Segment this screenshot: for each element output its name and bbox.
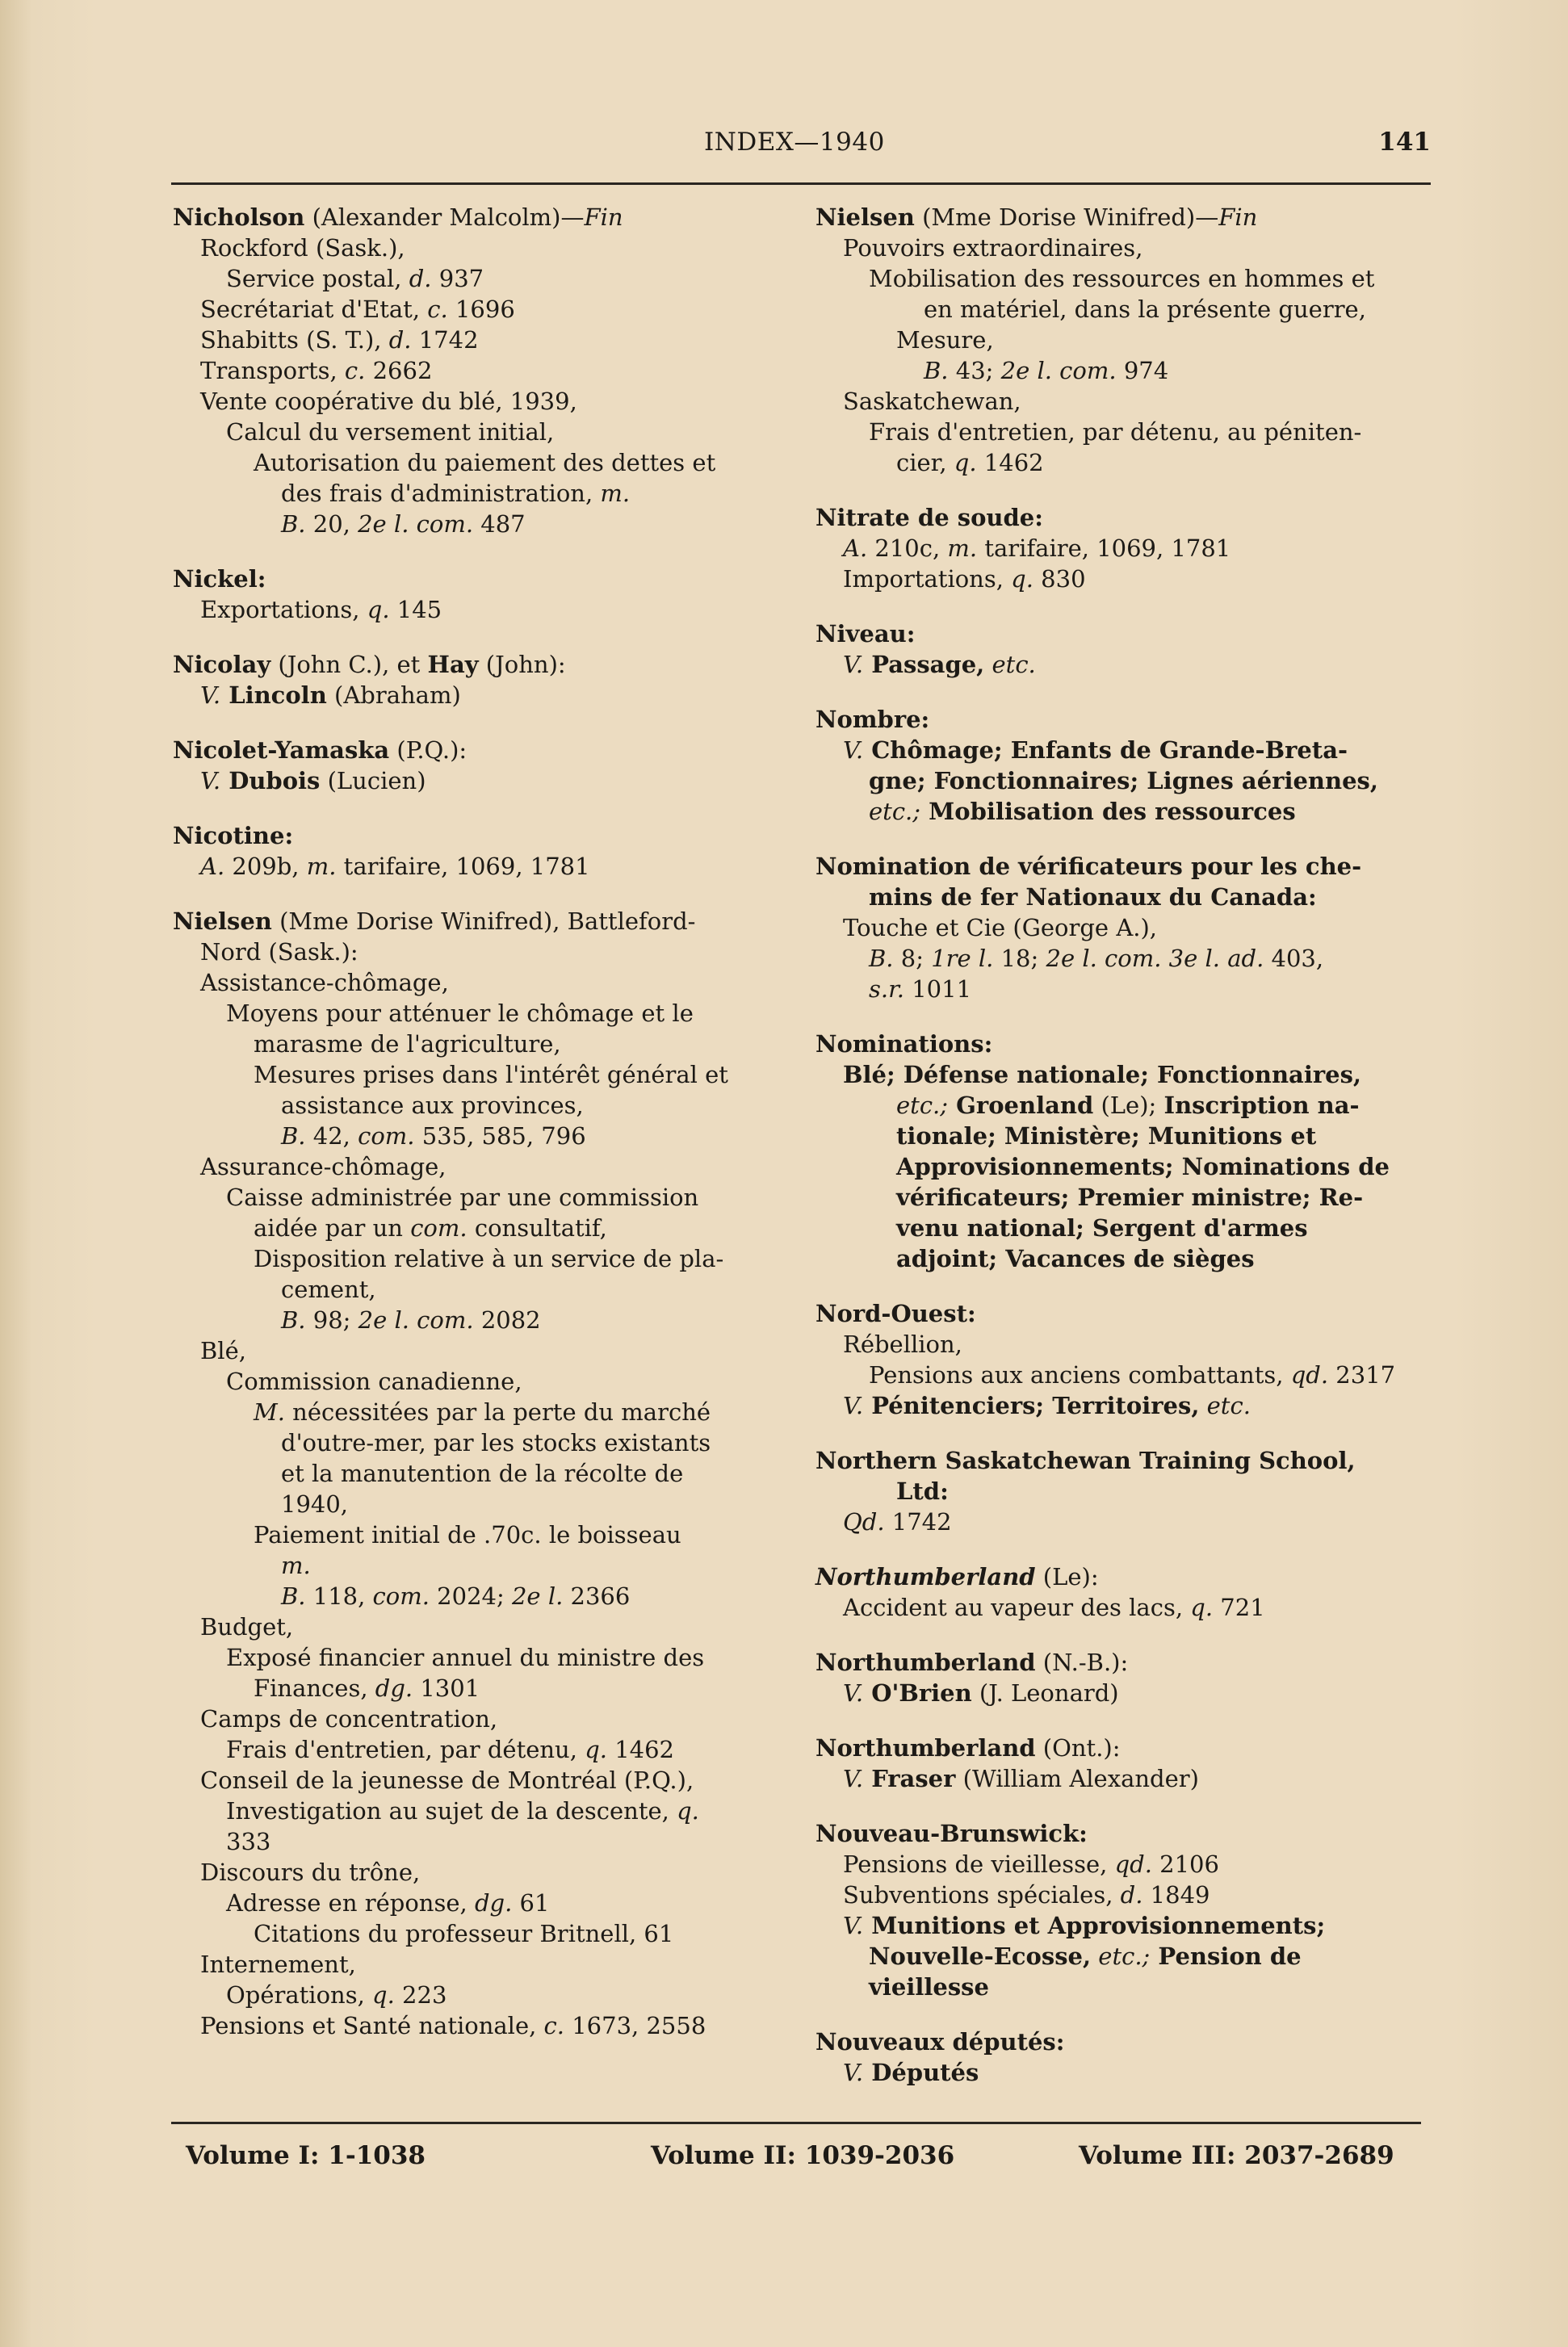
entry-line: marasme de l'agriculture, [254, 1030, 561, 1058]
left-column [173, 202, 786, 2065]
volume-1-range: Volume I: 1-1038 [186, 2141, 426, 2170]
entry-line: Saskatchewan, [843, 388, 1021, 415]
index-entry-nombre [815, 704, 1429, 827]
entry-line: Qd. 1742 [843, 1508, 952, 1536]
entry-line: d'outre-mer, par les stocks existants [281, 1429, 711, 1456]
cross-reference: V. Chômage; Enfants de Grande-Breta- [843, 736, 1348, 764]
index-entry-nomination-verificateurs [815, 851, 1429, 1004]
entry-heading: Nominations: [815, 1030, 993, 1058]
entry-line: B. 118, com. 2024; 2e l. 2366 [281, 1582, 631, 1610]
entry-line: Transports, c. 2662 [200, 357, 433, 384]
entry-heading: Nitrate de soude: [815, 504, 1043, 531]
index-entry-nicotine [173, 820, 786, 882]
entry-line: assistance aux provinces, [281, 1092, 584, 1119]
entry-line: Adresse en réponse, dg. 61 [226, 1889, 550, 1917]
entry-line: Opérations, q. 223 [226, 1981, 447, 2009]
entry-line: M. nécessitées par la perte du marché [254, 1398, 711, 1426]
entry-line: Internement, [200, 1951, 356, 1978]
cross-reference: V. Munitions et Approvisionnements; [843, 1912, 1326, 1939]
cross-reference: V. Dubois (Lucien) [200, 767, 426, 794]
entry-line: s.r. 1011 [869, 975, 972, 1003]
entry-line: Service postal, d. 937 [226, 265, 484, 292]
entry-heading-cont: Nord (Sask.): [200, 938, 358, 966]
entry-line: Investigation au sujet de la descente, q. [226, 1797, 699, 1825]
entry-line: Camps de concentration, [200, 1705, 498, 1733]
entry-line: A. 209b, m. tarifaire, 1069, 1781 [200, 853, 590, 880]
entry-line: Frais d'entretien, par détenu, au péniten- [869, 418, 1362, 446]
index-entry-nitrate-de-soude [815, 502, 1429, 594]
index-entry-nielsen-fin [815, 202, 1429, 478]
entry-heading-cont: Ltd: [896, 1477, 949, 1505]
index-entry-nickel [173, 564, 786, 625]
volume-3-range: Volume III: 2037-2689 [1079, 2141, 1394, 2170]
entry-heading-cont: mins de fer Nationaux du Canada: [869, 883, 1317, 911]
entry-line: Exposé financier annuel du ministre des [226, 1644, 705, 1671]
entry-line: Mobilisation des ressources en hommes et [869, 265, 1375, 292]
index-entry-northumberland-nb [815, 1647, 1429, 1708]
entry-line: B. 42, com. 535, 585, 796 [281, 1122, 586, 1150]
entry-line: Commission canadienne, [226, 1368, 522, 1395]
entry-line: Disposition relative à un service de pla- [254, 1245, 724, 1272]
entry-line: Budget, [200, 1613, 294, 1641]
cross-reference: Nouvelle-Ecosse, etc.; Pension de [869, 1943, 1302, 1970]
entry-heading: Nouveau-Brunswick: [815, 1820, 1088, 1847]
entry-line: Accident au vapeur des lacs, q. 721 [843, 1594, 1265, 1621]
entry-line: Rockford (Sask.), [200, 234, 405, 262]
entry-line: Pensions et Santé nationale, c. 1673, 2558 [200, 2012, 706, 2039]
entry-heading: Nicolay (John C.), et Hay (John): [173, 651, 566, 678]
page-number: 141 [1378, 128, 1431, 157]
entry-heading: Nicholson (Alexander Malcolm)—Fin [173, 203, 623, 231]
entry-heading: Northern Saskatchewan Training School, [815, 1447, 1356, 1474]
entry-line: Paiement initial de .70c. le boisseau [254, 1521, 681, 1549]
cross-reference: V. Fraser (William Alexander) [843, 1765, 1199, 1792]
entry-line: Pensions aux anciens combattants, qd. 2317 [869, 1361, 1396, 1389]
entry-heading: Nicolet-Yamaska (P.Q.): [173, 736, 467, 764]
entry-heading: Northumberland (Ont.): [815, 1734, 1121, 1762]
entry-line: Conseil de la jeunesse de Montréal (P.Q.), [200, 1767, 694, 1794]
entry-line: Pensions de vieillesse, qd. 2106 [843, 1850, 1219, 1878]
page-header [171, 128, 1431, 165]
entry-heading: Nielsen (Mme Dorise Winifred), Battleford- [173, 907, 696, 935]
entry-line: A. 210c, m. tarifaire, 1069, 1781 [843, 534, 1231, 562]
entry-line: Vente coopérative du blé, 1939, [200, 388, 577, 415]
index-entry-northern-saskatchewan [815, 1445, 1429, 1537]
index-entry-nielsen [173, 906, 786, 2041]
entry-heading: Northumberland (N.-B.): [815, 1649, 1129, 1676]
footer-rule [171, 2122, 1421, 2124]
entry-line: Autorisation du paiement des dettes et [254, 449, 716, 476]
index-entry-nord-ouest [815, 1298, 1429, 1421]
header-rule [171, 182, 1431, 185]
index-entry-nicolay [173, 649, 786, 710]
entry-line: Touche et Cie (George A.), [843, 914, 1158, 941]
entry-line: 333 [226, 1828, 271, 1855]
entry-line: Secrétariat d'Etat, c. 1696 [200, 295, 515, 323]
cross-reference: V. Pénitenciers; Territoires, etc. [843, 1392, 1251, 1419]
index-entry-nicholson [173, 202, 786, 539]
index-entry-nicolet-yamaska [173, 735, 786, 796]
index-entry-northumberland-le [815, 1561, 1429, 1623]
cross-reference: tionale; Ministère; Munitions et [896, 1122, 1317, 1150]
entry-line: Exportations, q. 145 [200, 596, 442, 623]
index-entry-niveau [815, 618, 1429, 680]
entry-line: des frais d'administration, m. [281, 480, 631, 507]
entry-line: Calcul du versement initial, [226, 418, 555, 446]
index-entry-nominations [815, 1029, 1429, 1274]
entry-line: en matériel, dans la présente guerre, [924, 295, 1366, 323]
entry-heading: Nomination de vérificateurs pour les che- [815, 853, 1362, 880]
entry-line: Assurance-chômage, [200, 1153, 447, 1180]
entry-line: Subventions spéciales, d. 1849 [843, 1881, 1210, 1909]
entry-line: Shabitts (S. T.), d. 1742 [200, 326, 479, 354]
entry-heading: Nielsen (Mme Dorise Winifred)—Fin [815, 203, 1258, 231]
cross-reference: vérificateurs; Premier ministre; Re- [896, 1184, 1364, 1211]
entry-line: B. 98; 2e l. com. 2082 [281, 1306, 541, 1334]
cross-reference: V. Lincoln (Abraham) [200, 681, 461, 709]
entry-line: B. 8; 1re l. 18; 2e l. com. 3e l. ad. 403, [869, 945, 1324, 972]
entry-line: Caisse administrée par une commission [226, 1184, 699, 1211]
entry-line: Mesure, [896, 326, 994, 354]
entry-heading: Nombre: [815, 706, 930, 733]
entry-line: Assistance-chômage, [200, 969, 449, 996]
cross-reference: adjoint; Vacances de sièges [896, 1245, 1255, 1272]
entry-heading: Nouveaux députés: [815, 2028, 1065, 2056]
entry-line: 1940, [281, 1490, 349, 1518]
entry-heading: Niveau: [815, 620, 916, 648]
entry-heading: Nord-Ouest: [815, 1300, 976, 1327]
entry-line: aidée par un com. consultatif, [254, 1214, 607, 1242]
cross-reference: gne; Fonctionnaires; Lignes aériennes, [869, 767, 1378, 794]
entry-line: B. 43; 2e l. com. 974 [924, 357, 1169, 384]
cross-reference: Approvisionnements; Nominations de [896, 1153, 1390, 1180]
cross-reference: V. O'Brien (J. Leonard) [843, 1679, 1119, 1707]
cross-reference: V. Députés [843, 2059, 979, 2086]
index-entry-nouveaux-deputes [815, 2026, 1429, 2088]
entry-line: et la manutention de la récolte de [281, 1460, 684, 1487]
volume-footer [186, 2141, 1421, 2177]
cross-reference: venu national; Sergent d'armes [896, 1214, 1308, 1242]
cross-reference: V. Passage, etc. [843, 651, 1036, 678]
cross-reference: etc.; Mobilisation des ressources [869, 798, 1296, 825]
volume-2-range: Volume II: 1039-2036 [651, 2141, 955, 2170]
entry-line: Moyens pour atténuer le chômage et le [226, 1000, 694, 1027]
entry-line: Discours du trône, [200, 1859, 421, 1886]
entry-line: Finances, dg. 1301 [254, 1674, 480, 1702]
entry-line: B. 20, 2e l. com. 487 [281, 510, 526, 538]
entry-heading: Nicotine: [173, 822, 294, 849]
entry-heading: Nickel: [173, 565, 266, 593]
entry-line: cier, q. 1462 [896, 449, 1044, 476]
entry-line: Frais d'entretien, par détenu, q. 1462 [226, 1736, 675, 1763]
entry-heading: Northumberland (Le): [815, 1563, 1099, 1591]
entry-line: Pouvoirs extraordinaires, [843, 234, 1143, 262]
right-column [815, 202, 1429, 2112]
index-entry-nouveau-brunswick [815, 1818, 1429, 2002]
entry-line: Mesures prises dans l'intérêt général et [254, 1061, 728, 1088]
entry-line: Citations du professeur Britnell, 61 [254, 1920, 674, 1947]
running-title: INDEX—1940 [704, 128, 885, 157]
cross-reference: Blé; Défense nationale; Fonctionnaires, [843, 1061, 1362, 1088]
index-entry-northumberland-ont [815, 1733, 1429, 1794]
entry-line: cement, [281, 1276, 376, 1303]
entry-line: m. [281, 1552, 311, 1579]
cross-reference: vieillesse [869, 1973, 989, 2001]
entry-line: Rébellion, [843, 1331, 962, 1358]
entry-line: Blé, [200, 1337, 246, 1364]
entry-line: Importations, q. 830 [843, 565, 1086, 593]
cross-reference: etc.; Groenland (Le); Inscription na- [896, 1092, 1360, 1119]
